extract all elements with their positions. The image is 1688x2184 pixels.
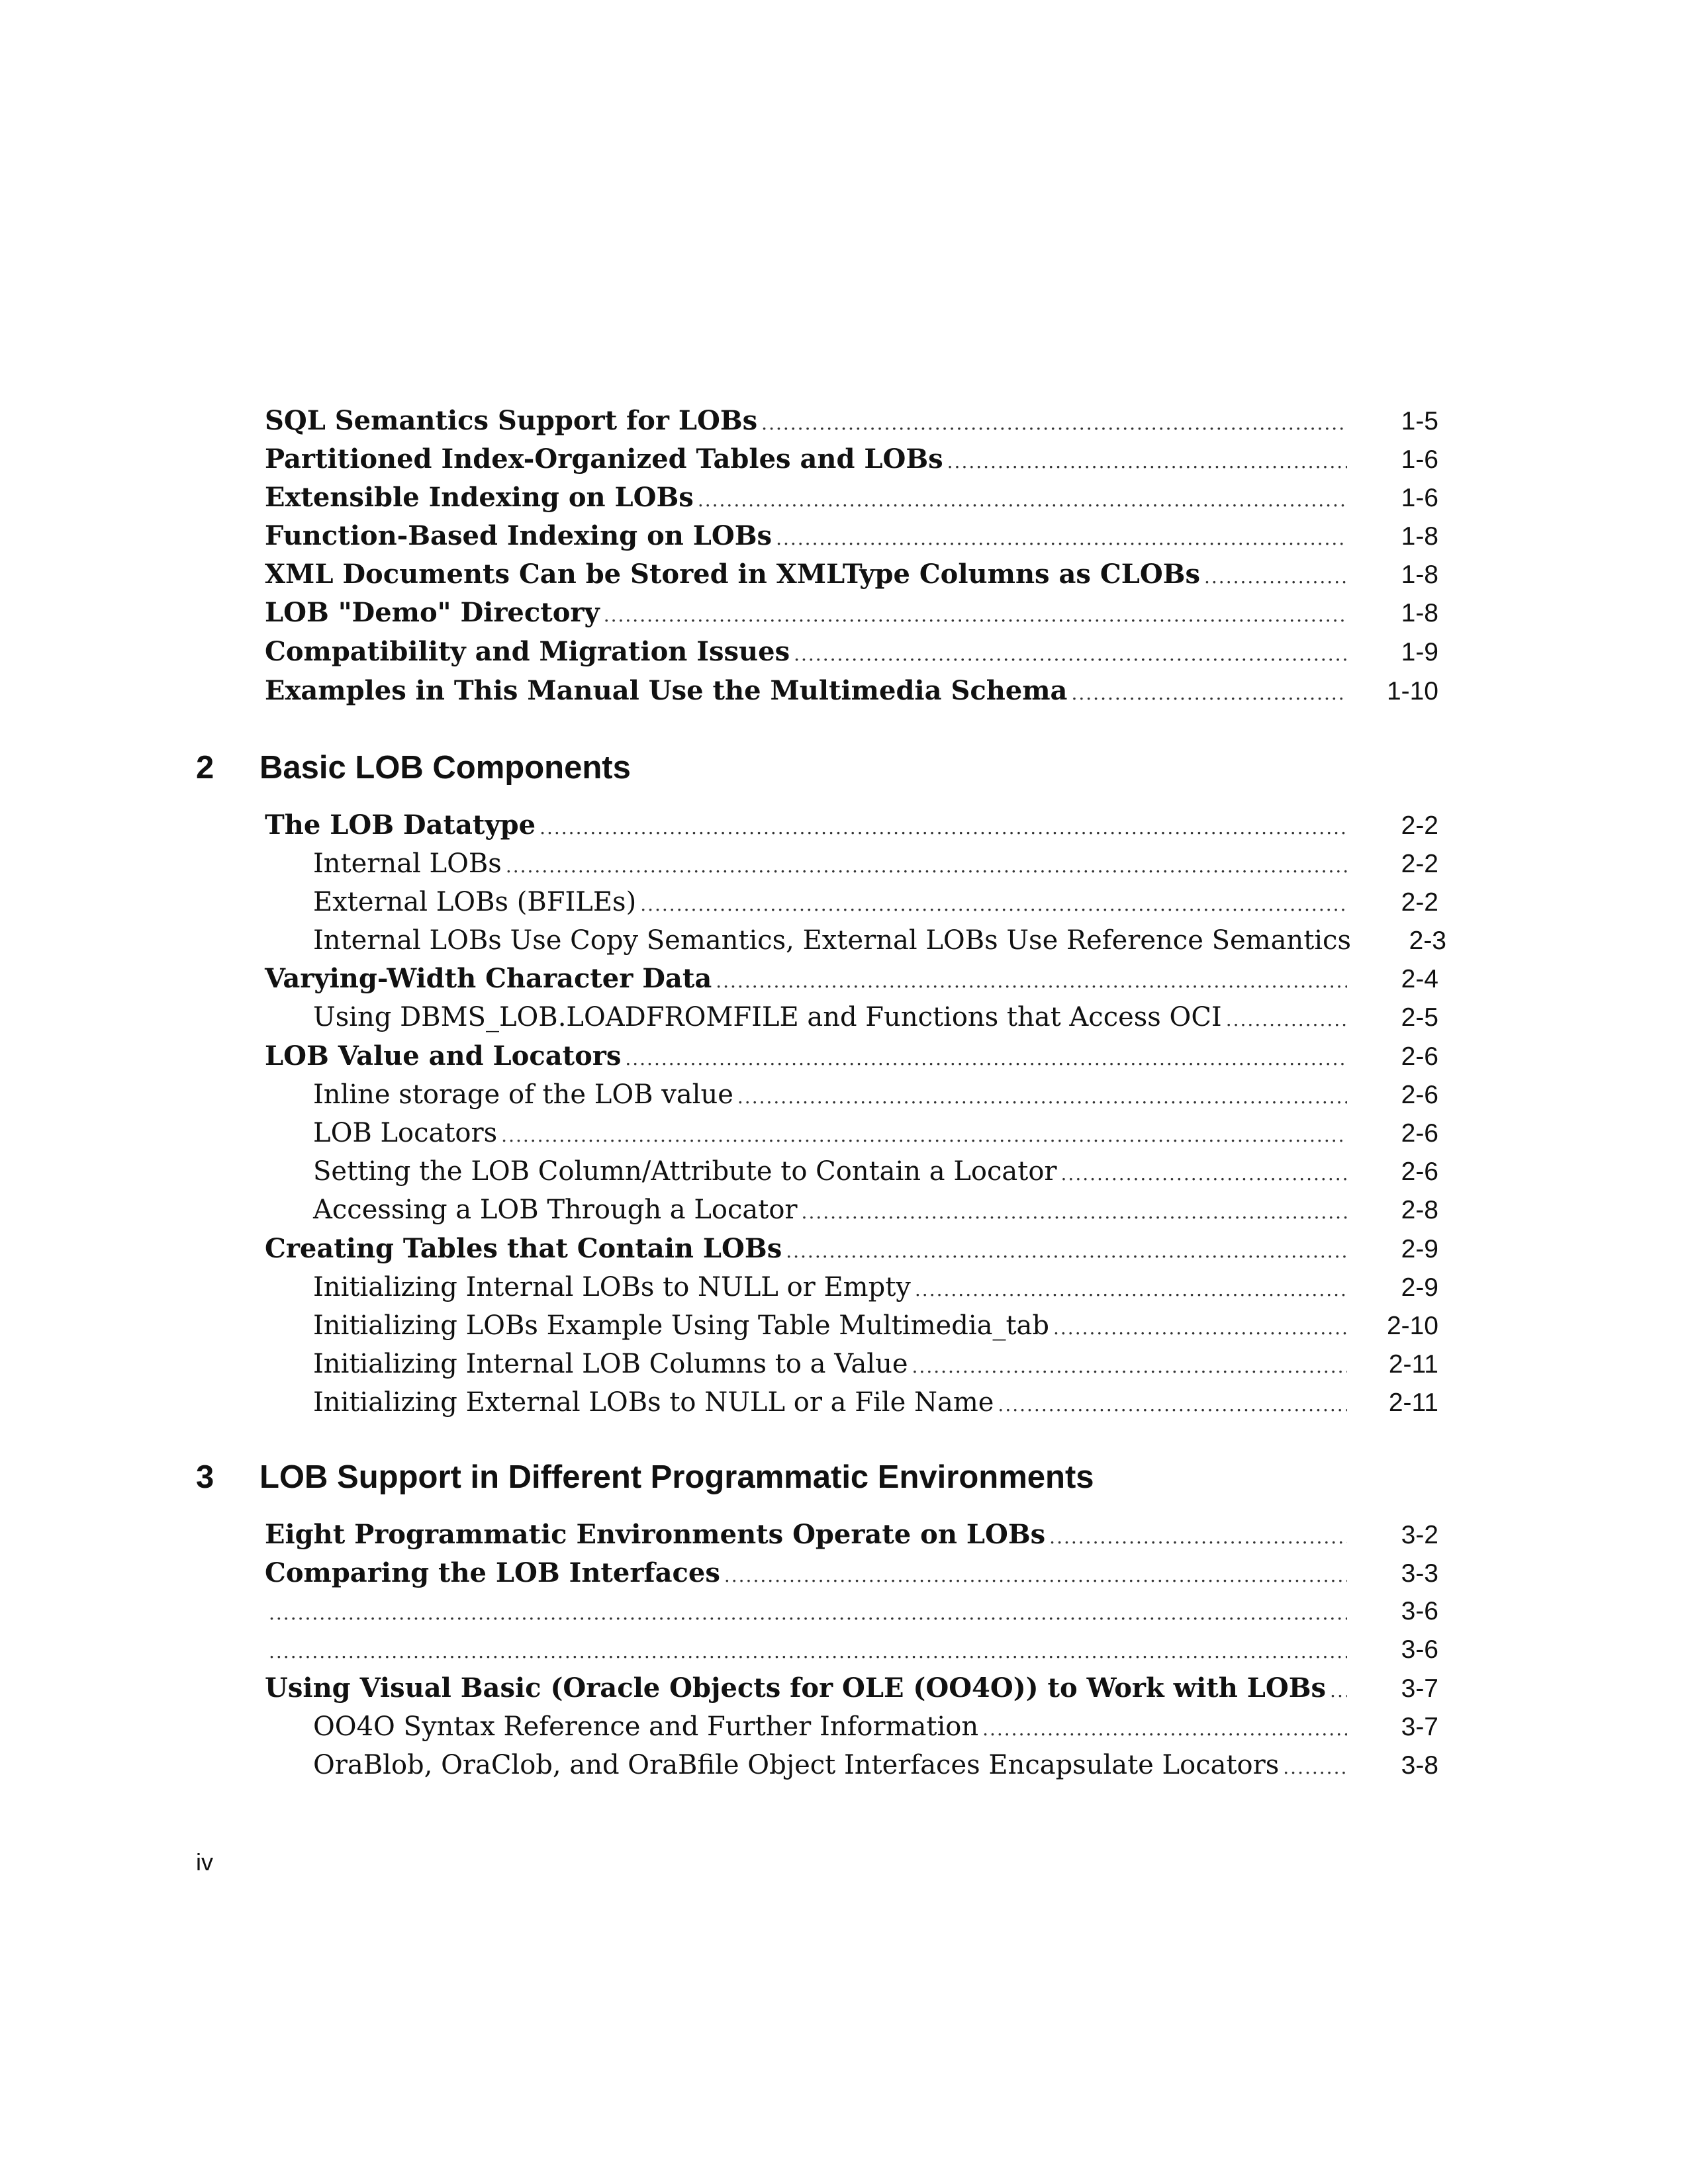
toc-page-number[interactable]: 1-8	[1401, 599, 1438, 627]
dot-leader	[640, 886, 1347, 924]
toc-page-number[interactable]: 2-11	[1388, 1350, 1438, 1379]
toc-page-number[interactable]: 3-2	[1401, 1521, 1438, 1549]
toc-page-number[interactable]: 2-11	[1388, 1388, 1438, 1417]
toc-entry[interactable]	[313, 844, 1438, 883]
toc-entry-title[interactable]: Eight Programmatic Environments Operate on LOBs	[265, 1519, 1046, 1550]
toc-entry[interactable]	[313, 1383, 1438, 1422]
toc-entry[interactable]	[265, 402, 1438, 440]
dot-leader	[912, 1347, 1347, 1386]
chapter-heading	[196, 1454, 1094, 1500]
toc-entry[interactable]	[265, 806, 1438, 844]
toc-entry-title[interactable]: LOB Locators	[313, 1118, 498, 1148]
page-number-folio: iv	[196, 1848, 213, 1876]
dot-leader	[1330, 1672, 1347, 1710]
dot-leader	[737, 1078, 1347, 1116]
toc-page-number[interactable]: 2-6	[1401, 1081, 1438, 1109]
chapter-title: LOB Support in Different Programmatic Environments	[259, 1459, 1094, 1495]
toc-page-number[interactable]: 1-6	[1401, 484, 1438, 512]
toc-entry[interactable]	[313, 1268, 1438, 1306]
dot-leader	[802, 1193, 1347, 1232]
chapter-heading	[196, 745, 631, 791]
dot-leader	[947, 443, 1347, 481]
dot-leader	[776, 520, 1347, 558]
toc-entry-title[interactable]: Internal LOBs	[313, 848, 502, 879]
dot-leader	[786, 1232, 1347, 1271]
dot-leader	[998, 1386, 1347, 1424]
toc-page-number[interactable]: 3-7	[1401, 1713, 1438, 1741]
toc-entry[interactable]	[265, 555, 1438, 594]
toc-entry[interactable]	[265, 1592, 1438, 1631]
toc-page-number[interactable]: 2-9	[1401, 1273, 1438, 1302]
toc-page-number[interactable]: 2-2	[1401, 811, 1438, 840]
toc-entry[interactable]	[313, 1191, 1438, 1229]
dot-leader	[269, 1594, 1347, 1633]
toc-entry-title[interactable]: Varying-Width Character Data	[265, 963, 712, 994]
toc-entry-title[interactable]: Initializing Internal LOBs to NULL or Empty	[313, 1272, 911, 1302]
toc-entry-title[interactable]: Compatibility and Migration Issues	[265, 636, 790, 667]
dot-leader	[915, 1271, 1347, 1309]
toc-entry[interactable]	[313, 998, 1438, 1036]
toc-page-number[interactable]: 3-7	[1401, 1674, 1438, 1703]
toc-entry-title[interactable]: LOB Value and Locators	[265, 1040, 622, 1071]
toc-entry[interactable]	[313, 1152, 1438, 1191]
toc-entry[interactable]	[265, 594, 1438, 632]
dot-leader	[501, 1116, 1347, 1155]
dot-leader	[1053, 1309, 1347, 1347]
toc-entry[interactable]	[313, 1746, 1438, 1784]
toc-entry[interactable]	[265, 478, 1438, 517]
toc-entry[interactable]	[265, 517, 1438, 555]
dot-leader	[1049, 1518, 1347, 1557]
toc-page-number[interactable]: 2-2	[1401, 850, 1438, 878]
toc-page-number[interactable]: 1-8	[1401, 561, 1438, 589]
toc-page-number[interactable]: 1-6	[1401, 445, 1438, 474]
toc-entry-title[interactable]: Examples in This Manual Use the Multimedia Schema	[265, 675, 1068, 706]
toc-entry-title[interactable]: Comparing the LOB Interfaces	[265, 1557, 720, 1588]
toc-entry[interactable]	[265, 440, 1438, 478]
toc-page-number[interactable]: 2-3	[1409, 927, 1446, 955]
toc-entry[interactable]	[313, 1707, 1438, 1746]
toc-page-number[interactable]: 2-6	[1401, 1042, 1438, 1071]
toc-entry-title[interactable]: OraBlob, OraClob, and OraBfile Object Interfaces Encapsulate Locators	[313, 1750, 1280, 1780]
toc-entry-title[interactable]: Internal LOBs Use Copy Semantics, External LOBs Use Reference Semantics	[313, 925, 1351, 956]
toc-entry-title[interactable]: The LOB Datatype	[265, 809, 536, 841]
toc-page-number[interactable]: 3-3	[1401, 1559, 1438, 1588]
toc-page-number[interactable]: 3-8	[1401, 1751, 1438, 1780]
toc-entry[interactable]	[265, 1631, 1438, 1669]
toc-entry-title[interactable]: Using Visual Basic (Oracle Objects for OLE (OO4O)) to Work with LOBs	[265, 1672, 1327, 1704]
dot-leader	[1226, 1001, 1347, 1039]
dot-leader	[982, 1710, 1347, 1749]
toc-entry[interactable]	[265, 1669, 1438, 1707]
toc-entry-title[interactable]: Extensible Indexing on LOBs	[265, 482, 694, 513]
toc-entry[interactable]	[265, 672, 1438, 710]
dot-leader	[539, 809, 1347, 847]
dot-leader	[625, 1040, 1347, 1078]
chapter-title: Basic LOB Components	[259, 750, 631, 786]
dot-leader	[698, 481, 1347, 520]
toc-entry-title[interactable]: Initializing External LOBs to NULL or a File Name	[313, 1387, 994, 1418]
toc-entry[interactable]	[265, 1554, 1438, 1592]
toc-entry[interactable]	[265, 1230, 1438, 1268]
dot-leader	[604, 596, 1347, 635]
toc-entry[interactable]	[265, 633, 1438, 671]
toc-entry[interactable]	[313, 1345, 1438, 1383]
chapter-number: 3	[196, 1459, 214, 1495]
toc-entry-title[interactable]: Setting the LOB Column/Attribute to Contain a Locator	[313, 1156, 1057, 1187]
toc-page-number[interactable]: 2-9	[1401, 1235, 1438, 1263]
toc-entry-title[interactable]: SQL Semantics Support for LOBs	[265, 405, 758, 436]
toc-entry-title[interactable]: XML Documents Can be Stored in XMLType Columns as CLOBs	[265, 559, 1200, 590]
toc-page-number[interactable]: 2-8	[1401, 1196, 1438, 1224]
chapter-number: 2	[196, 750, 214, 786]
dot-leader	[1061, 1155, 1347, 1193]
dot-leader	[1071, 674, 1347, 713]
toc-page-number[interactable]: 2-4	[1401, 965, 1438, 993]
toc-entry-title[interactable]: LOB "Demo" Directory	[265, 597, 600, 628]
dot-leader	[1204, 558, 1347, 596]
toc-page-number[interactable]: 2-2	[1401, 888, 1438, 917]
toc-entry[interactable]	[313, 1306, 1438, 1345]
toc-entry[interactable]	[313, 883, 1438, 921]
toc-entry[interactable]	[313, 1114, 1438, 1152]
toc-entry-title[interactable]: Initializing LOBs Example Using Table Multimedia_tab	[313, 1310, 1049, 1341]
toc-entry[interactable]	[265, 960, 1438, 998]
dot-leader	[794, 635, 1347, 674]
toc-page-number[interactable]: 1-10	[1386, 677, 1438, 705]
toc-entry-title[interactable]: External LOBs (BFILEs)	[313, 887, 637, 917]
dot-leader	[724, 1557, 1347, 1595]
dot-leader	[716, 962, 1347, 1001]
toc-entry[interactable]	[265, 1037, 1438, 1075]
toc-entry-title[interactable]: Partitioned Index-Organized Tables and LOBs	[265, 443, 943, 475]
toc-page-number[interactable]: 1-8	[1401, 522, 1438, 551]
toc-page-number[interactable]: 1-9	[1401, 638, 1438, 666]
toc-entry-title[interactable]: Creating Tables that Contain LOBs	[265, 1233, 782, 1264]
toc-page-number[interactable]: 2-5	[1401, 1003, 1438, 1032]
toc-entry[interactable]	[313, 921, 1446, 960]
toc-entry[interactable]	[313, 1075, 1438, 1114]
toc-entry-title[interactable]: Inline storage of the LOB value	[313, 1079, 733, 1110]
toc-page-number[interactable]: 2-10	[1386, 1312, 1438, 1340]
toc-entry-title[interactable]: Function-Based Indexing on LOBs	[265, 520, 773, 551]
toc-entry-title[interactable]: Using DBMS_LOB.LOADFROMFILE and Functions that Access OCI	[313, 1002, 1222, 1032]
toc-page-number[interactable]: 2-6	[1401, 1119, 1438, 1148]
toc-page-number[interactable]: 2-6	[1401, 1158, 1438, 1186]
toc-entry-title[interactable]: OO4O Syntax Reference and Further Information	[313, 1711, 979, 1742]
toc-entry-title[interactable]: Accessing a LOB Through a Locator	[313, 1195, 798, 1225]
dot-leader	[506, 847, 1347, 886]
dot-leader	[1283, 1749, 1347, 1787]
toc-entry[interactable]	[265, 1516, 1438, 1554]
toc-page-number[interactable]: 3-6	[1401, 1635, 1438, 1664]
dot-leader	[761, 404, 1347, 443]
toc-page-number[interactable]: 1-5	[1401, 407, 1438, 435]
dot-leader	[269, 1633, 1347, 1671]
toc-entry-title[interactable]: Initializing Internal LOB Columns to a Value	[313, 1349, 908, 1379]
toc-page-number[interactable]: 3-6	[1401, 1597, 1438, 1625]
